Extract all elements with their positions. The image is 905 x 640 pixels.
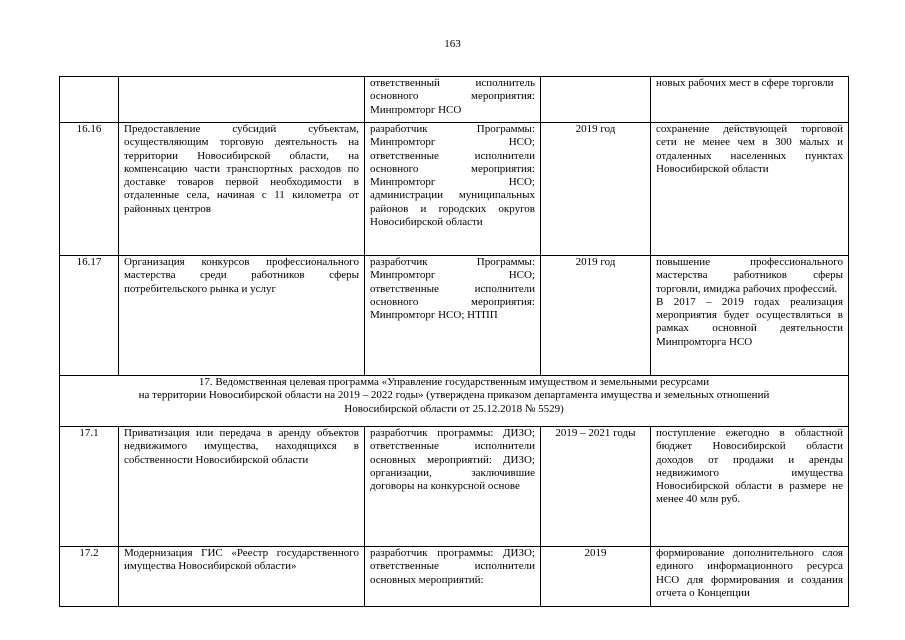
measure-name: Модернизация ГИС «Реестр государственного имущества Новосибирской области» bbox=[119, 547, 365, 607]
row-number: 16.17 bbox=[60, 256, 119, 376]
measure-name: Предоставление субсидий субъектам, осуществляющим торговую деятельность на территории Новосибирской области, на компенсацию части транспортных расходов по доставке товаров первой необходимости в отдаленные села, начиная с 11 километра от районных центров bbox=[119, 123, 365, 256]
period-cell: 2019 bbox=[541, 547, 651, 607]
period-cell: 2019 год bbox=[541, 123, 651, 256]
period-cell bbox=[541, 77, 651, 123]
measure-name: Организация конкурсов профессионального мастерства среди работников сферы потребительского рынка и услуг bbox=[119, 256, 365, 376]
period-cell: 2019 – 2021 годы bbox=[541, 427, 651, 547]
executor-cell: разработчик Программы: Минпромторг НСО; ответственные исполнители основного мероприятия: Минпромторг НСО; НТПП bbox=[365, 256, 541, 376]
section-header-row bbox=[60, 376, 849, 427]
measure-name: Приватизация или передача в аренду объектов недвижимого имущества, находящихся в собственности Новосибирской области bbox=[119, 427, 365, 547]
result-note: В 2017 – 2019 годах реализация мероприятия будет осуществляться в рамках основной деятельности Минпромторга НСО bbox=[656, 295, 843, 348]
page-number: 163 bbox=[444, 38, 461, 50]
row-number: 17.2 bbox=[60, 547, 119, 607]
section-title-line: 17. Ведомственная целевая программа «Управление государственным имуществом и земельными ресурсами bbox=[198, 376, 710, 388]
table-row bbox=[60, 256, 849, 376]
table-row bbox=[60, 427, 849, 547]
result-cell bbox=[651, 256, 849, 376]
table-row bbox=[60, 77, 849, 123]
table-row bbox=[60, 547, 849, 607]
measure-name bbox=[119, 77, 365, 123]
period-cell: 2019 год bbox=[541, 256, 651, 376]
section-title-line: Новосибирской области от 25.12.2018 № 5529) bbox=[344, 402, 564, 415]
executor-cell: разработчик программы: ДИЗО; ответственные исполнители основных мероприятий: ДИЗО; организации, заключившие договоры на конкурсной основе bbox=[365, 427, 541, 547]
result-cell: сохранение действующей торговой сети не менее чем в 300 малых и отдаленных населенных пунктах Новосибирской области bbox=[651, 123, 849, 256]
executor-cell: разработчик Программы: Минпромторг НСО; ответственные исполнители основного мероприятия: Минпромторг НСО; администрации муниципальных районов и городских округов Новосибирской области bbox=[365, 123, 541, 256]
section-title-line: на территории Новосибирской области на 2019 – 2022 годы» (утверждена приказом департамента имущества и земельных отношений bbox=[138, 389, 770, 402]
row-number: 17.1 bbox=[60, 427, 119, 547]
result-cell: новых рабочих мест в сфере торговли bbox=[651, 77, 849, 123]
row-number bbox=[60, 77, 119, 123]
result-text: повышение профессионального мастерства работников сферы торговли, имиджа рабочих профессий. bbox=[656, 256, 843, 295]
executor-cell: разработчик программы: ДИЗО; ответственные исполнители основных мероприятий: bbox=[365, 547, 541, 607]
table-row bbox=[60, 123, 849, 256]
result-cell: поступление ежегодно в областной бюджет Новосибирской области доходов от продажи и аренды недвижимого имущества Новосибирской области в размере не менее 40 млн руб. bbox=[651, 427, 849, 547]
executor-cell: ответственный исполнитель основного мероприятия: Минпромторг НСО bbox=[365, 77, 541, 123]
row-number: 16.16 bbox=[60, 123, 119, 256]
result-cell: формирование дополнительного слоя единого информационного ресурса НСО для формирования и создания отчета о Концепции bbox=[651, 547, 849, 607]
measures-table bbox=[59, 76, 849, 607]
section-title bbox=[60, 376, 849, 427]
